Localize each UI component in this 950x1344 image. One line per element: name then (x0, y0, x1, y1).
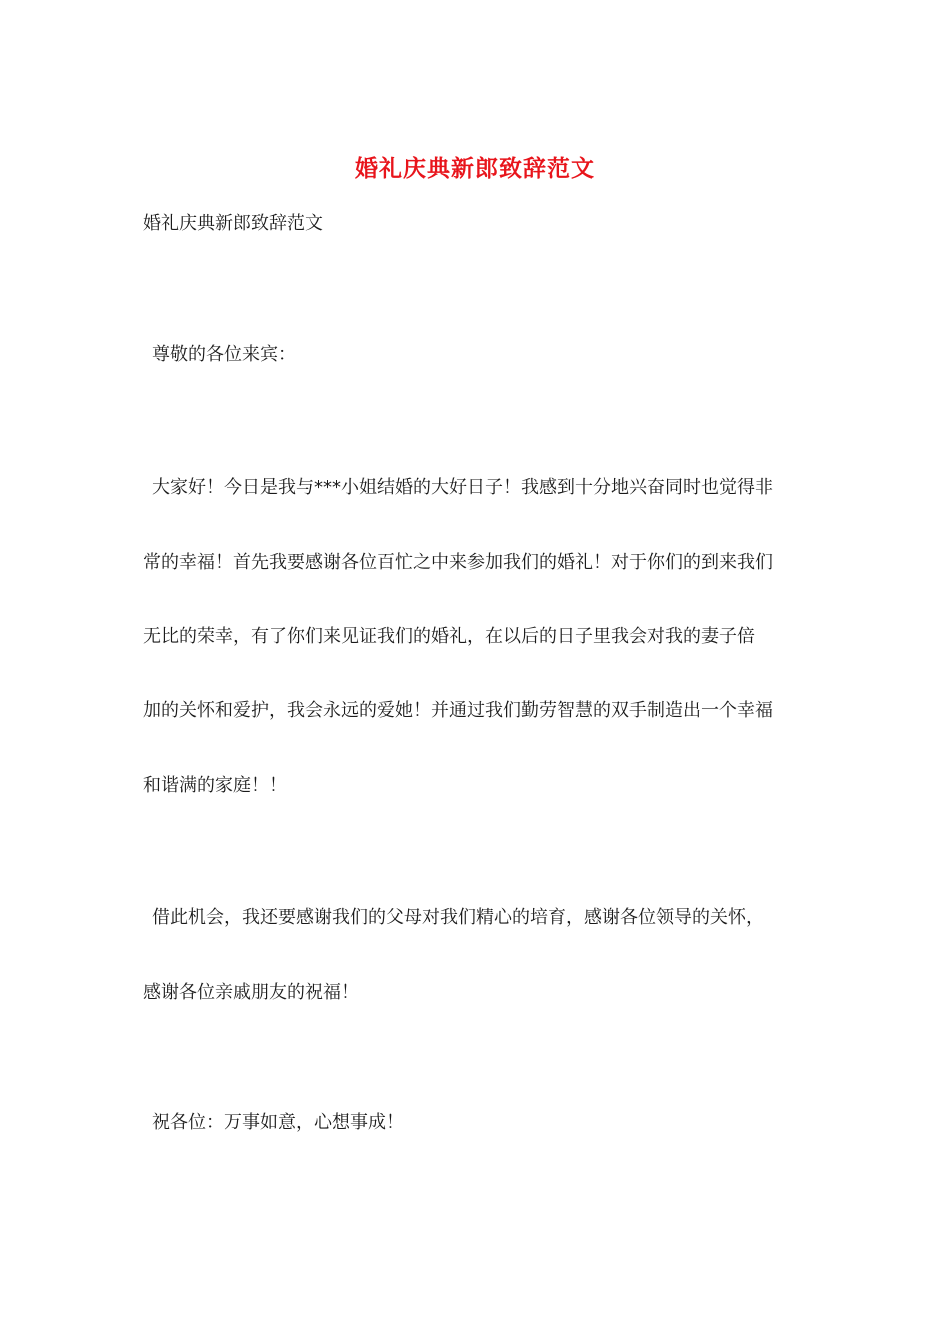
paragraph2-line-1: 借此机会，我还要感谢我们的父母对我们精心的培育，感谢各位领导的关怀， (152, 907, 764, 928)
document-subtitle: 婚礼庆典新郎致辞范文 (143, 213, 323, 234)
paragraph1-line-5: 和谐满的家庭！！ (143, 775, 287, 796)
paragraph1-line-1: 大家好！今日是我与***小姐结婚的大好日子！我感到十分地兴奋同时也觉得非 (152, 477, 773, 498)
paragraph1-line-3: 无比的荣幸，有了你们来见证我们的婚礼，在以后的日子里我会对我的妻子倍 (143, 626, 755, 647)
paragraph2-line-2: 感谢各位亲戚朋友的祝福！ (143, 982, 359, 1003)
document-title: 婚礼庆典新郎致辞范文 (355, 155, 595, 182)
salutation: 尊敬的各位来宾： (152, 344, 296, 365)
closing-line: 祝各位：万事如意，心想事成！ (152, 1112, 404, 1133)
paragraph1-line-2: 常的幸福！首先我要感谢各位百忙之中来参加我们的婚礼！对于你们的到来我们 (143, 552, 773, 573)
paragraph1-line-4: 加的关怀和爱护，我会永远的爱她！并通过我们勤劳智慧的双手制造出一个幸福 (143, 700, 773, 721)
